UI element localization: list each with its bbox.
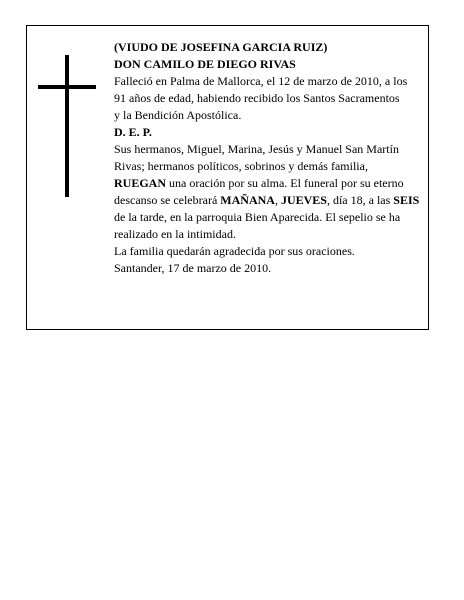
death-notice: Falleció en Palma de Mallorca, el 12 de marzo de 2010, a los 91 años de edad, habiendo recibido los Santos Sacramentos bbox=[114, 74, 408, 105]
request-text-1: una oración por su alma. El funeral por su eterno descanso se celebrará bbox=[114, 176, 404, 207]
family-line: Sus hermanos, Miguel, Marina, Jesús y Manuel San Martín Rivas; hermanos políticos, sobrinos y demás familia, bbox=[114, 142, 399, 173]
place-date-line: Santander, 17 de marzo de 2010. bbox=[114, 261, 272, 275]
request-text-2: , día 18, a las bbox=[326, 193, 394, 207]
widower-line: (VIUDO DE JOSEFINA GARCIA RUIZ) bbox=[114, 40, 328, 54]
request-text-3: de la tarde, en la parroquia Bien Aparecida. El sepelio se ha realizado en la intimidad. bbox=[114, 210, 401, 241]
comma-separator: , bbox=[274, 193, 281, 207]
deceased-name: DON CAMILO DE DIEGO RIVAS bbox=[114, 57, 296, 71]
manana-word: MAÑANA bbox=[220, 193, 275, 207]
cross-vertical-bar bbox=[65, 55, 69, 197]
cross-icon bbox=[38, 55, 96, 197]
thanks-line: La familia quedarán agradecida por sus oraciones. bbox=[114, 244, 355, 258]
request-paragraph bbox=[114, 175, 422, 243]
seis-word: SEIS bbox=[393, 193, 420, 207]
rip-line: D. E. P. bbox=[114, 125, 152, 139]
obituary-text bbox=[114, 39, 422, 277]
ruegan-word: RUEGAN bbox=[114, 176, 167, 190]
jueves-word: JUEVES bbox=[280, 193, 327, 207]
cross-horizontal-bar bbox=[38, 85, 96, 89]
death-notice-end: y la Bendición Apostólica. bbox=[114, 108, 242, 122]
